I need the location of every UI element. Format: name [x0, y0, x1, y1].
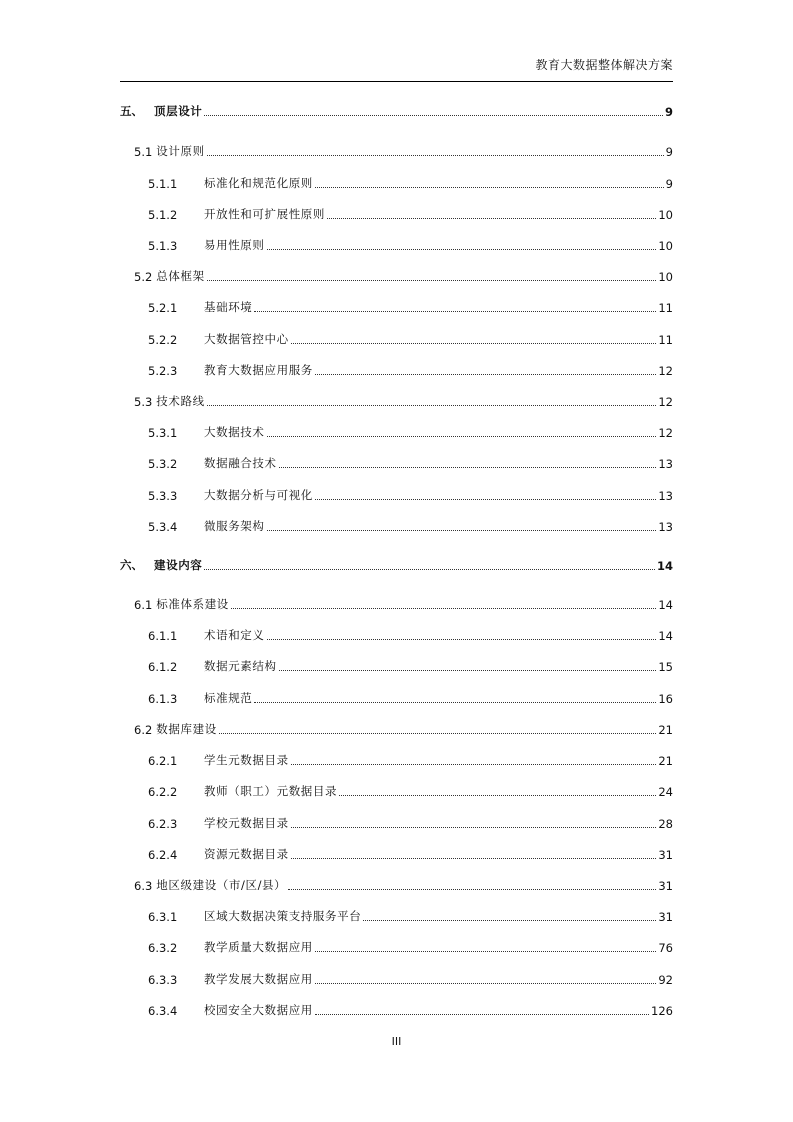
toc-entry[interactable] — [148, 455, 673, 471]
toc-entry-title: 大数据分析与可视化 — [204, 488, 313, 502]
toc-entry-page: 92 — [658, 973, 673, 987]
toc-entry-title: 大数据技术 — [204, 425, 265, 439]
toc-entry[interactable] — [120, 557, 673, 573]
toc-dot-leader — [267, 435, 657, 437]
toc-entry-page: 21 — [658, 723, 673, 737]
toc-entry-number: 6.3.1 — [148, 910, 178, 924]
toc-entry-title: 数据元素结构 — [204, 659, 277, 673]
toc-dot-leader — [315, 498, 656, 500]
toc-entry-title: 微服务架构 — [204, 519, 265, 533]
toc-entry-title: 标准规范 — [204, 691, 253, 705]
toc-entry-page: 31 — [658, 848, 673, 862]
toc-entry-number: 6.2 — [134, 723, 153, 737]
toc-entry[interactable] — [134, 721, 673, 737]
toc-entry[interactable] — [148, 971, 673, 987]
toc-dot-leader — [315, 982, 656, 984]
toc-dot-leader — [267, 638, 657, 640]
toc-entry-number: 5.3.1 — [148, 426, 178, 440]
toc-entry-page: 76 — [658, 941, 673, 955]
running-header-title: 教育大数据整体解决方案 — [535, 58, 673, 72]
toc-entry-title: 教育大数据应用服务 — [204, 363, 313, 377]
toc-entry-number: 5.3.2 — [148, 457, 178, 471]
toc-dot-leader — [207, 154, 664, 156]
toc-entry-number: 5.3.3 — [148, 489, 178, 503]
toc-entry-title: 建设内容 — [154, 558, 203, 572]
toc-entry-number: 5.1 — [134, 145, 153, 159]
toc-entry[interactable] — [148, 206, 673, 222]
toc-dot-leader — [339, 794, 656, 796]
toc-entry-number: 5.1.1 — [148, 177, 178, 191]
toc-dot-leader — [291, 342, 657, 344]
toc-entry-number: 6.1 — [134, 598, 153, 612]
toc-entry-title: 设计原则 — [156, 144, 205, 158]
toc-entry-number: 五、 — [120, 104, 143, 118]
toc-entry[interactable] — [148, 690, 673, 706]
toc-entry-title: 地区级建设（市/区/县） — [156, 878, 287, 892]
toc-entry[interactable] — [134, 143, 673, 159]
toc-entry-title: 大数据管控中心 — [204, 332, 289, 346]
toc-entry-title: 教学质量大数据应用 — [204, 940, 313, 954]
toc-entry[interactable] — [148, 908, 673, 924]
toc-entry-page: 21 — [658, 754, 673, 768]
toc-entry-title: 开放性和可扩展性原则 — [204, 207, 325, 221]
toc-dot-leader — [254, 701, 656, 703]
toc-entry-number: 6.2.4 — [148, 848, 178, 862]
toc-entry-title: 标准化和规范化原则 — [204, 176, 313, 190]
toc-entry-page: 14 — [656, 559, 673, 573]
header-divider — [120, 81, 673, 82]
toc-entry-page: 14 — [658, 629, 673, 643]
toc-entry-page: 12 — [658, 426, 673, 440]
toc-entry-number: 6.3.3 — [148, 973, 178, 987]
toc-entry-title: 数据融合技术 — [204, 456, 277, 470]
toc-entry-title: 数据库建设 — [156, 722, 217, 736]
toc-entry[interactable] — [134, 393, 673, 409]
toc-dot-leader — [207, 404, 657, 406]
toc-entry-page: 24 — [658, 785, 673, 799]
toc-entry-number: 6.3.2 — [148, 941, 178, 955]
toc-entry-page: 15 — [658, 660, 673, 674]
toc-dot-leader — [207, 279, 657, 281]
toc-entry[interactable] — [148, 939, 673, 955]
toc-entry-number: 6.1.3 — [148, 692, 178, 706]
toc-entry[interactable] — [134, 268, 673, 284]
toc-dot-leader — [204, 568, 655, 570]
page-number: III — [391, 1035, 402, 1048]
toc-entry[interactable] — [134, 596, 673, 612]
toc-entry-page: 10 — [658, 270, 673, 284]
toc-entry-title: 学校元数据目录 — [204, 816, 289, 830]
toc-entry-title: 校园安全大数据应用 — [204, 1003, 313, 1017]
toc-entry-title: 教师（职工）元数据目录 — [204, 784, 338, 798]
toc-dot-leader — [267, 248, 657, 250]
toc-entry-page: 14 — [658, 598, 673, 612]
toc-entry[interactable] — [148, 815, 673, 831]
toc-entry-number: 6.3 — [134, 879, 153, 893]
toc-entry[interactable] — [148, 237, 673, 253]
toc-entry-number: 6.2.1 — [148, 754, 178, 768]
toc-entry-title: 标准体系建设 — [156, 597, 229, 611]
toc-entry-page: 9 — [665, 177, 673, 191]
toc-dot-leader — [291, 826, 657, 828]
toc-dot-leader — [327, 217, 656, 219]
toc-entry-number: 6.3.4 — [148, 1004, 178, 1018]
toc-dot-leader — [204, 114, 663, 116]
toc-entry-title: 易用性原则 — [204, 238, 265, 252]
toc-dot-leader — [315, 1013, 649, 1015]
toc-entry-number: 5.2.2 — [148, 333, 178, 347]
toc-dot-leader — [363, 919, 656, 921]
toc-entry-page: 31 — [658, 879, 673, 893]
toc-entry[interactable] — [148, 846, 673, 862]
toc-entry[interactable] — [148, 331, 673, 347]
toc-entry-page: 10 — [658, 208, 673, 222]
toc-entry-number: 5.3 — [134, 395, 153, 409]
toc-dot-leader — [219, 732, 657, 734]
toc-dot-leader — [279, 466, 657, 468]
toc-entry-page: 11 — [658, 301, 673, 315]
toc-dot-leader — [291, 763, 657, 765]
toc-entry[interactable] — [120, 103, 673, 119]
toc-entry[interactable] — [148, 627, 673, 643]
toc-entry-page: 9 — [664, 105, 673, 119]
toc-entry[interactable] — [148, 1002, 673, 1018]
toc-dot-leader — [267, 529, 657, 531]
toc-entry-page: 13 — [658, 457, 673, 471]
toc-entry-number: 5.2 — [134, 270, 153, 284]
toc-dot-leader — [315, 373, 656, 375]
toc-dot-leader — [315, 950, 656, 952]
toc-entry[interactable] — [148, 487, 673, 503]
toc-entry-number: 六、 — [120, 558, 143, 572]
toc-entry-title: 资源元数据目录 — [204, 847, 289, 861]
toc-entry-number: 6.1.2 — [148, 660, 178, 674]
toc-entry[interactable] — [148, 424, 673, 440]
toc-entry-number: 5.2.1 — [148, 301, 178, 315]
toc-entry-number: 5.2.3 — [148, 364, 178, 378]
toc-dot-leader — [315, 186, 664, 188]
toc-entry-page: 12 — [658, 364, 673, 378]
toc-entry-title: 术语和定义 — [204, 628, 265, 642]
toc-entry-title: 区域大数据决策支持服务平台 — [204, 909, 362, 923]
toc-entry[interactable] — [148, 362, 673, 378]
toc-entry-number: 6.1.1 — [148, 629, 178, 643]
toc-entry-page: 11 — [658, 333, 673, 347]
toc-entry-page: 126 — [651, 1004, 673, 1018]
toc-dot-leader — [254, 310, 656, 312]
toc-entry[interactable] — [148, 658, 673, 674]
toc-dot-leader — [231, 607, 656, 609]
toc-entry-number: 5.3.4 — [148, 520, 178, 534]
toc-entry-number: 5.1.2 — [148, 208, 178, 222]
toc-entry-title: 总体框架 — [156, 269, 205, 283]
toc-entry[interactable] — [134, 877, 673, 893]
toc-entry[interactable] — [148, 783, 673, 799]
toc-entry-page: 10 — [658, 239, 673, 253]
toc-entry-number: 6.2.3 — [148, 817, 178, 831]
toc-entry-page: 16 — [658, 692, 673, 706]
toc-entry-title: 顶层设计 — [154, 104, 203, 118]
toc-entry-page: 9 — [665, 145, 673, 159]
toc-entry-title: 基础环境 — [204, 300, 253, 314]
toc-entry[interactable] — [148, 752, 673, 768]
toc-entry-page: 31 — [658, 910, 673, 924]
toc-entry-page: 12 — [658, 395, 673, 409]
toc-dot-leader — [291, 857, 657, 859]
toc-entry[interactable] — [148, 175, 673, 191]
toc-entry-number: 6.2.2 — [148, 785, 178, 799]
toc-entry-title: 学生元数据目录 — [204, 753, 289, 767]
toc-entry-title: 教学发展大数据应用 — [204, 972, 313, 986]
toc-entry-page: 13 — [658, 489, 673, 503]
toc-entry[interactable] — [148, 518, 673, 534]
toc-entry-page: 28 — [658, 817, 673, 831]
toc-entry-page: 13 — [658, 520, 673, 534]
toc-dot-leader — [279, 669, 657, 671]
toc-entry[interactable] — [148, 299, 673, 315]
toc-dot-leader — [288, 888, 656, 890]
toc-entry-title: 技术路线 — [156, 394, 205, 408]
toc-entry-number: 5.1.3 — [148, 239, 178, 253]
